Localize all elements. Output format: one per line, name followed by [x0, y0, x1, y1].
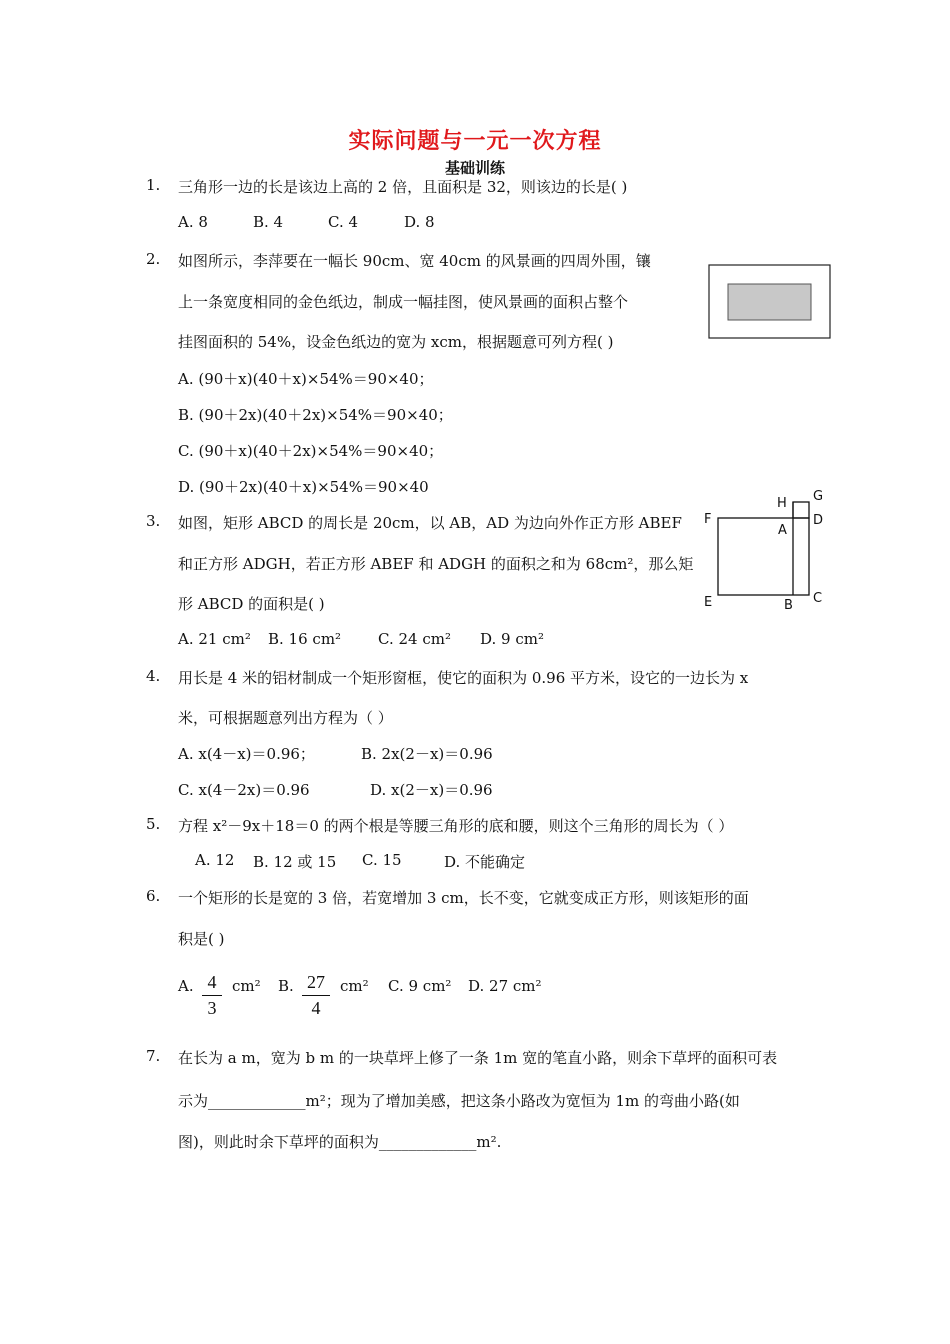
squares-figure	[700, 486, 840, 616]
question-text: 和正方形 ADGH，若正方形 ABEF 和 ADGH 的面积之和为 68cm²，那么矩	[178, 555, 694, 573]
question-number: 7.	[146, 1047, 161, 1065]
painting-area	[728, 284, 811, 320]
question-number: 5.	[146, 815, 161, 833]
option-b: B. 16 cm²	[268, 630, 342, 648]
option-c: C. 9 cm²	[388, 977, 452, 995]
question-text: 方程 x²－9x＋18＝0 的两个根是等腰三角形的底和腰，则这个三角形的周长为（ ）	[178, 817, 734, 835]
fraction-bar	[302, 995, 330, 996]
page-title: 实际问题与一元一次方程	[348, 128, 602, 154]
option-a: A. 8	[178, 213, 208, 231]
figure-lines	[718, 502, 809, 595]
fraction-numerator: 4	[207, 972, 217, 992]
question-text: 米，可根据题意列出方程为（ ）	[178, 709, 393, 727]
option-a: A. 21 cm²	[178, 630, 251, 648]
fraction-bar	[202, 995, 222, 996]
label-f: F	[704, 512, 712, 527]
label-d: D	[813, 513, 824, 528]
option-b-unit: cm²	[340, 977, 369, 995]
option-b: B. 4	[253, 213, 284, 231]
question-text: 图)，则此时余下草坪的面积为_____________m².	[178, 1133, 502, 1151]
option-a: A. x(4－x)＝0.96；	[178, 745, 315, 763]
question-text: 三角形一边的长是该边上高的 2 倍，且面积是 32，则该边的长是( )	[178, 178, 628, 196]
question-text: 积是( )	[178, 930, 225, 948]
question-number: 1.	[146, 176, 161, 194]
option-d: D. 9 cm²	[480, 630, 544, 648]
framed-painting-figure	[708, 264, 832, 340]
label-h: H	[777, 496, 787, 511]
question-number: 4.	[146, 667, 161, 685]
fraction-4-3	[202, 972, 222, 1019]
option-c: C. (90＋x)(40＋2x)×54%＝90×40；	[178, 442, 444, 460]
label-c: C	[813, 591, 823, 606]
question-number: 3.	[146, 512, 161, 530]
question-text: 挂图面积的 54%，设金色纸边的宽为 xcm，根据题意可列方程( )	[178, 333, 614, 351]
question-text: 形 ABCD 的面积是( )	[178, 595, 325, 613]
option-c: C. 15	[362, 851, 402, 869]
label-b: B	[784, 598, 793, 613]
fraction-denominator: 3	[207, 998, 217, 1018]
square-abef	[718, 518, 809, 595]
option-b: B. 2x(2－x)＝0.96	[361, 745, 493, 763]
option-c: C. 4	[328, 213, 359, 231]
label-g: G	[813, 489, 824, 504]
question-text: 如图所示，李萍要在一幅长 90cm、宽 40cm 的风景画的四周外围，镶	[178, 252, 651, 270]
label-e: E	[704, 595, 713, 610]
question-number: 2.	[146, 250, 161, 268]
option-d: D. x(2－x)＝0.96	[370, 781, 493, 799]
option-d: D. 不能确定	[444, 853, 526, 871]
fraction-denominator: 4	[311, 998, 321, 1018]
option-d: D. 8	[404, 213, 435, 231]
question-text: 示为_____________m²；现为了增加美感，把这条小路改为宽恒为 1m 的弯曲小路(如	[178, 1092, 740, 1110]
square-adgh	[793, 502, 809, 518]
section-subtitle: 基础训练	[444, 159, 505, 177]
question-text: 上一条宽度相同的金色纸边，制成一幅挂图，使风景画的面积占整个	[178, 293, 629, 311]
option-c: C. x(4－2x)＝0.96	[178, 781, 310, 799]
option-d: D. 27 cm²	[468, 977, 542, 995]
option-a: A. 12	[195, 851, 235, 869]
option-d: D. (90＋2x)(40＋x)×54%＝90×40	[178, 478, 429, 496]
question-number: 6.	[146, 887, 161, 905]
label-a: A	[778, 523, 787, 538]
question-text: 如图，矩形 ABCD 的周长是 20cm，以 AB，AD 为边向外作正方形 ABEF	[178, 514, 682, 532]
question-text: 用长是 4 米的铝材制成一个矩形窗框，使它的面积为 0.96 平方米，设它的一边长为 x	[178, 669, 749, 687]
fraction-27-4	[302, 972, 330, 1019]
question-text: 一个矩形的长是宽的 3 倍，若宽增加 3 cm，长不变，它就变成正方形，则该矩形的面	[178, 889, 749, 907]
option-b: B. 12 或 15	[253, 853, 337, 871]
fraction-numerator: 27	[307, 972, 325, 992]
question-text: 在长为 a m，宽为 b m 的一块草坪上修了一条 1m 宽的笔直小路，则余下草坪的面积可表	[178, 1049, 778, 1067]
option-a: A. (90＋x)(40＋x)×54%＝90×40；	[178, 370, 434, 388]
option-a-label: A.	[178, 977, 194, 995]
option-b-label: B.	[278, 977, 294, 995]
option-b: B. (90＋2x)(40＋2x)×54%＝90×40；	[178, 406, 453, 424]
option-a-unit: cm²	[232, 977, 261, 995]
option-c: C. 24 cm²	[378, 630, 451, 648]
